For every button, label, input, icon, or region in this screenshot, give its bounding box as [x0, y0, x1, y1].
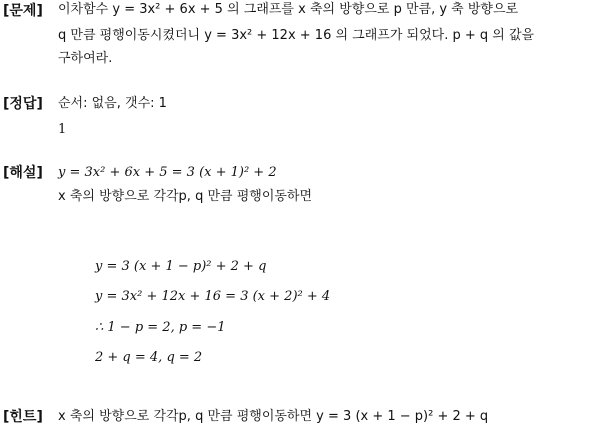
solution-step-4: 2 + q = 4, q = 2 [95, 350, 203, 365]
answer-label: [정답] [3, 96, 43, 112]
hint-label: [힌트] [3, 409, 43, 425]
solution-step-3: ∴ 1 − p = 2, p = −1 [95, 320, 226, 335]
answer-line-1: 순서: 없음, 갯수: 1 [58, 96, 167, 111]
solution-line-1: y = 3x² + 6x + 5 = 3 (x + 1)² + 2 [58, 165, 277, 180]
solution-label: [해설] [3, 165, 43, 181]
hint-line: x 축의 방향으로 각각p, q 만큼 평행이동하면 y = 3 (x + 1 − p)² + 2 + q [58, 409, 489, 424]
solution-step-2: y = 3x² + 12x + 16 = 3 (x + 2)² + 4 [95, 289, 331, 304]
problem-line-1: 이차함수 y = 3x² + 6x + 5 의 그래프를 x 축의 방향으로 p 만큼, y 축 방향으로 [58, 2, 519, 17]
problem-label: [문제] [3, 3, 43, 19]
solution-step-1: y = 3 (x + 1 − p)² + 2 + q [95, 259, 267, 274]
solution-line-2: x 축의 방향으로 각각p, q 만큼 평행이동하면 [58, 189, 313, 204]
problem-line-3: 구하여라. [58, 51, 113, 66]
answer-line-2: 1 [58, 122, 67, 137]
problem-line-2: q 만큼 평행이동시켰더니 y = 3x² + 12x + 16 의 그래프가 되었다. p + q 의 값을 [58, 28, 535, 43]
